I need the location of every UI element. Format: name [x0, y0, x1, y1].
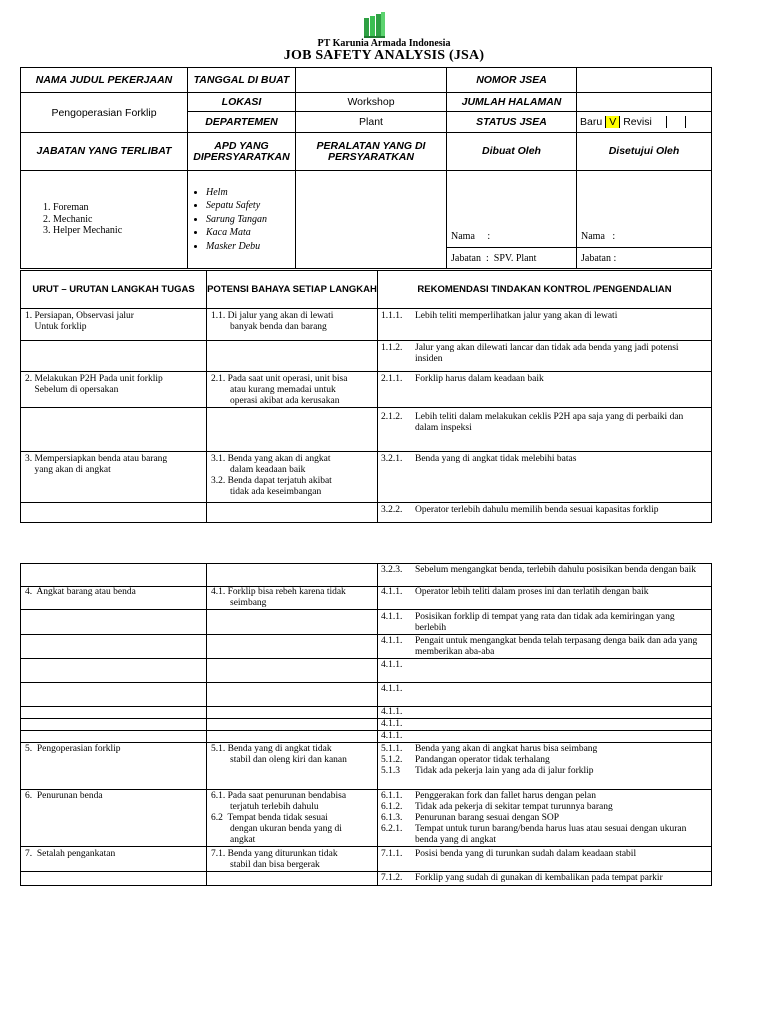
peralatan-label: PERALATAN YANG DI PERSYARATKAN: [296, 133, 447, 171]
rekomendasi-item: [378, 374, 711, 385]
rekomendasi-text: Tidak ada pekerja lain yang ada di jalur forklip: [415, 766, 594, 776]
rekomendasi-item: [378, 454, 711, 465]
rekomendasi-item: [378, 707, 711, 718]
jsa-info-table: [20, 67, 712, 269]
hazard-cell[interactable]: [207, 719, 378, 731]
rekomendasi-item: [378, 824, 711, 846]
step-row: [21, 372, 712, 408]
dibuat-oleh-label: Dibuat Oleh: [447, 133, 577, 171]
step-row: [21, 341, 712, 372]
step-row: [21, 564, 712, 587]
rekomendasi-number: 4.1.1.: [381, 587, 403, 597]
hazard-cell[interactable]: [207, 408, 378, 452]
hazard-cell[interactable]: [207, 610, 378, 635]
rekomendasi-text: Forklip yang sudah di gunakan di kembalikan pada tempat parkir: [415, 873, 663, 883]
step-row: [21, 309, 712, 341]
rekomendasi-header: REKOMENDASI TINDAKAN KONTROL /PENGENDALIAN: [378, 271, 712, 309]
rekomendasi-item: [378, 612, 711, 634]
step-cell[interactable]: 7. Setalah pengankatan: [21, 847, 207, 872]
hazard-cell[interactable]: [207, 731, 378, 743]
steps-table-part-1: [20, 270, 712, 523]
status-extra-box[interactable]: [686, 116, 711, 128]
status-jsea-label: STATUS JSEA: [447, 112, 577, 133]
hazard-cell[interactable]: 5.1. Benda yang di angkat tidak stabil dan oleng kiri dan kanan: [207, 743, 378, 790]
hazard-cell[interactable]: [207, 872, 378, 886]
rekomendasi-number: 4.1.1.: [381, 684, 403, 694]
step-row: [21, 707, 712, 719]
rekomendasi-number: 4.1.1.: [381, 660, 403, 670]
rekomendasi-item: [378, 766, 711, 777]
lokasi-value[interactable]: Workshop: [296, 93, 447, 112]
rekomendasi-item: [378, 873, 711, 884]
rekomendasi-text: [415, 684, 711, 695]
rekomendasi-number: 2.1.2.: [381, 412, 403, 422]
step-cell[interactable]: 3. Mempersiapkan benda atau barang yang akan di angkat: [21, 452, 207, 503]
rekomendasi-item: [378, 505, 711, 516]
rekomendasi-number: 5.1.2.: [381, 755, 403, 765]
status-check-mark[interactable]: V: [606, 116, 620, 128]
hazard-cell[interactable]: [207, 635, 378, 659]
step-cell[interactable]: [21, 719, 207, 731]
rekomendasi-cell[interactable]: [378, 790, 712, 847]
rekomendasi-number: 6.1.2.: [381, 802, 403, 812]
jabatan-item: 2. Mechanic: [53, 214, 187, 226]
rekomendasi-cell[interactable]: [378, 309, 712, 341]
rekomendasi-cell[interactable]: [378, 564, 712, 587]
rekomendasi-number: 1.1.1.: [381, 311, 403, 321]
rekomendasi-number: 5.1.1.: [381, 744, 403, 754]
rekomendasi-cell[interactable]: [378, 659, 712, 683]
rekomendasi-cell[interactable]: [378, 683, 712, 707]
rekomendasi-cell[interactable]: [378, 731, 712, 743]
company-name: PT Karunia Armada Indonesia: [317, 38, 451, 49]
rekomendasi-text: Penggerakan fork dan fallet harus dengan pelan: [415, 791, 596, 801]
rekomendasi-text: Penurunan barang sesuai dengan SOP: [415, 813, 560, 823]
step-cell[interactable]: [21, 659, 207, 683]
rekomendasi-number: 2.1.1.: [381, 374, 403, 384]
rekomendasi-item: [378, 813, 711, 824]
rekomendasi-item: [378, 731, 711, 742]
rekomendasi-item: [378, 755, 711, 766]
step-row: [21, 635, 712, 659]
rekomendasi-text: Benda yang di angkat tidak melebihi batas: [415, 454, 577, 464]
step-cell[interactable]: 1. Persiapan, Observasi jalur Untuk forklip: [21, 309, 207, 341]
step-row: [21, 683, 712, 707]
step-row: [21, 872, 712, 886]
dibuat-jabatan[interactable]: Jabatan : SPV. Plant: [447, 247, 576, 268]
step-cell[interactable]: [21, 872, 207, 886]
rekomendasi-item: [378, 311, 711, 322]
step-row: [21, 587, 712, 610]
company-logo: [364, 12, 386, 38]
rekomendasi-text: Posisi benda yang di turunkan sudah dalam keadaan stabil: [415, 849, 637, 859]
rekomendasi-text: Tempat untuk turun barang/benda harus luas atau sesuai dengan ukuran benda yang di angkat: [415, 824, 687, 845]
rekomendasi-number: 4.1.1.: [381, 612, 403, 622]
rekomendasi-item: [378, 565, 711, 576]
rekomendasi-text: Lebih teliti dalam melakukan ceklis P2H apa saja yang di perbaiki dan dalam inspeksi: [415, 412, 684, 433]
rekomendasi-item: [378, 744, 711, 755]
hazard-cell[interactable]: [207, 341, 378, 372]
jumlah-halaman-value[interactable]: [577, 93, 712, 112]
rekomendasi-number: 6.1.3.: [381, 813, 403, 823]
step-cell[interactable]: 6. Penurunan benda: [21, 790, 207, 847]
rekomendasi-number: 4.1.1.: [381, 636, 403, 646]
rekomendasi-cell[interactable]: [378, 847, 712, 872]
potensi-header: POTENSI BAHAYA SETIAP LANGKAH: [207, 271, 378, 309]
rekomendasi-item: [378, 636, 711, 658]
dibuat-nama[interactable]: Nama :: [451, 231, 491, 242]
rekomendasi-text: Operator terlebih dahulu memilih benda sesuai kapasitas forklip: [415, 505, 659, 515]
hazard-cell[interactable]: 1.1. Di jalur yang akan di lewati banyak benda dan barang: [207, 309, 378, 341]
rekomendasi-text: [415, 719, 711, 730]
step-row: [21, 743, 712, 790]
step-cell[interactable]: [21, 731, 207, 743]
step-row: [21, 790, 712, 847]
apd-list-cell: [188, 171, 296, 269]
jabatan-item: 3. Helper Mechanic: [53, 225, 187, 237]
jabatan-list-cell: [21, 171, 188, 269]
rekomendasi-number: 6.1.1.: [381, 791, 403, 801]
rekomendasi-cell[interactable]: [378, 587, 712, 610]
rekomendasi-cell[interactable]: [378, 743, 712, 790]
rekomendasi-text: [415, 731, 711, 742]
rekomendasi-cell[interactable]: [378, 707, 712, 719]
lokasi-label: LOKASI: [188, 93, 296, 112]
rekomendasi-text: Pandangan operator tidak terhalang: [415, 755, 550, 765]
rekomendasi-cell[interactable]: [378, 341, 712, 372]
departemen-value[interactable]: Plant: [296, 112, 447, 133]
rekomendasi-text: Benda yang akan di angkat harus bisa seimbang: [415, 744, 598, 754]
hazard-cell[interactable]: [207, 659, 378, 683]
nama-judul-value[interactable]: Pengoperasian Forklip: [21, 93, 188, 133]
rekomendasi-item: [378, 412, 711, 434]
rekomendasi-cell[interactable]: [378, 408, 712, 452]
rekomendasi-number: 3.2.1.: [381, 454, 403, 464]
step-row: [21, 408, 712, 452]
apd-label: APD YANG DIPERSYARATKAN: [188, 133, 296, 171]
step-cell[interactable]: [21, 610, 207, 635]
rekomendasi-text: Forklip harus dalam keadaan baik: [415, 374, 544, 384]
rekomendasi-text: Tidak ada pekerja di sekitar tempat turunnya barang: [415, 802, 613, 812]
rekomendasi-number: 3.2.3.: [381, 565, 403, 575]
document-title: JOB SAFETY ANALYSIS (JSA): [283, 48, 485, 63]
rekomendasi-text: Pengait untuk mengangkat benda telah terpasang denga baik dan ada yang memberikan aba-aba: [415, 636, 698, 657]
step-row: [21, 847, 712, 872]
urutan-header: URUT – URUTAN LANGKAH TUGAS: [21, 271, 207, 309]
rekomendasi-number: 3.2.2.: [381, 505, 403, 515]
rekomendasi-number: 7.1.1.: [381, 849, 403, 859]
step-cell[interactable]: [21, 341, 207, 372]
status-revisi-box[interactable]: [667, 116, 686, 128]
step-cell[interactable]: 5. Pengoperasian forklip: [21, 743, 207, 790]
status-jsea-field: [577, 112, 712, 133]
rekomendasi-text: [415, 660, 711, 671]
rekomendasi-text: Operator lebih teliti dalam proses ini dan terlatih dengan baik: [415, 587, 649, 597]
rekomendasi-text: Sebelum mengangkat benda, terlebih dahulu posisikan benda dengan baik: [415, 565, 696, 575]
step-cell[interactable]: [21, 503, 207, 523]
rekomendasi-cell[interactable]: [378, 452, 712, 503]
hazard-cell[interactable]: [207, 503, 378, 523]
apd-item: • Sepatu Safety: [206, 199, 295, 213]
step-row: [21, 731, 712, 743]
rekomendasi-item: [378, 684, 711, 695]
step-cell[interactable]: [21, 635, 207, 659]
step-row: [21, 503, 712, 523]
rekomendasi-cell[interactable]: [378, 872, 712, 886]
rekomendasi-number: 4.1.1.: [381, 719, 403, 729]
hazard-cell[interactable]: 2.1. Pada saat unit operasi, unit bisa atau kurang memadai untuk operasi akibat ada kerusakan: [207, 372, 378, 408]
apd-list: [188, 186, 295, 254]
nama-judul-label: NAMA JUDUL PEKERJAAN: [21, 68, 188, 93]
status-baru: Baru: [577, 116, 606, 128]
rekomendasi-number: 1.1.2.: [381, 343, 403, 353]
dibuat-oleh-cell: [447, 171, 577, 269]
steps-table-part-2: [20, 563, 712, 886]
step-cell[interactable]: 4. Angkat barang atau benda: [21, 587, 207, 610]
rekomendasi-item: [378, 587, 711, 598]
nomor-jsea-label: NOMOR JSEA: [447, 68, 577, 93]
apd-item: • Sarung Tangan: [206, 213, 295, 227]
hazard-cell[interactable]: [207, 707, 378, 719]
disetujui-oleh-label: Disetujui Oleh: [577, 133, 712, 171]
step-cell[interactable]: 2. Melakukan P2H Pada unit forklip Sebelum di opersakan: [21, 372, 207, 408]
apd-item: • Masker Debu: [206, 240, 295, 254]
rekomendasi-cell[interactable]: [378, 372, 712, 408]
rekomendasi-item: [378, 719, 711, 730]
rekomendasi-text: [415, 707, 711, 718]
jabatan-item: 1. Foreman: [53, 202, 187, 214]
hazard-cell[interactable]: 6.1. Pada saat penurunan bendabisa terjatuh terlebih dahulu 6.2 Tempat benda tidak sesuai dengan ukuran benda yang di angkat: [207, 790, 378, 847]
hazard-cell[interactable]: [207, 564, 378, 587]
tanggal-value[interactable]: [296, 68, 447, 93]
step-cell[interactable]: [21, 683, 207, 707]
disetujui-nama[interactable]: Nama :: [581, 231, 616, 242]
rekomendasi-item: [378, 343, 711, 365]
jabatan-list: [21, 202, 187, 237]
rekomendasi-number: 5.1.3: [381, 766, 400, 776]
disetujui-jabatan[interactable]: Jabatan :: [577, 247, 711, 268]
nomor-jsea-value[interactable]: [577, 68, 712, 93]
rekomendasi-number: 4.1.1.: [381, 731, 403, 741]
rekomendasi-number: 4.1.1.: [381, 707, 403, 717]
status-revisi: Revisi: [620, 116, 667, 128]
rekomendasi-item: [378, 849, 711, 860]
step-row: [21, 452, 712, 503]
rekomendasi-cell[interactable]: [378, 635, 712, 659]
rekomendasi-number: 7.1.2.: [381, 873, 403, 883]
rekomendasi-cell[interactable]: [378, 610, 712, 635]
rekomendasi-text: Lebih teliti memperlihatkan jalur yang akan di lewati: [415, 311, 618, 321]
step-cell[interactable]: [21, 707, 207, 719]
rekomendasi-cell[interactable]: [378, 503, 712, 523]
rekomendasi-item: [378, 660, 711, 671]
hazard-cell[interactable]: 3.1. Benda yang akan di angkat dalam keadaan baik 3.2. Benda dapat terjatuh akibat tidak ada keseimbangan: [207, 452, 378, 503]
departemen-label: DEPARTEMEN: [188, 112, 296, 133]
step-cell[interactable]: [21, 408, 207, 452]
tanggal-label: TANGGAL DI BUAT: [188, 68, 296, 93]
disetujui-oleh-cell: [577, 171, 712, 269]
peralatan-cell[interactable]: [296, 171, 447, 269]
rekomendasi-cell[interactable]: [378, 719, 712, 731]
hazard-cell[interactable]: 7.1. Benda yang diturunkan tidak stabil dan bisa bergerak: [207, 847, 378, 872]
hazard-cell[interactable]: 4.1. Forklip bisa rebeh karena tidak seimbang: [207, 587, 378, 610]
rekomendasi-item: [378, 802, 711, 813]
step-row: [21, 610, 712, 635]
jumlah-halaman-label: JUMLAH HALAMAN: [447, 93, 577, 112]
step-cell[interactable]: [21, 564, 207, 587]
hazard-cell[interactable]: [207, 683, 378, 707]
apd-item: • Helm: [206, 186, 295, 200]
rekomendasi-text: Posisikan forklip di tempat yang rata dan tidak ada kemiringan yang berlebih: [415, 612, 675, 633]
step-row: [21, 719, 712, 731]
apd-item: • Kaca Mata: [206, 226, 295, 240]
step-row: [21, 659, 712, 683]
rekomendasi-item: [378, 791, 711, 802]
jabatan-terlibat-label: JABATAN YANG TERLIBAT: [21, 133, 188, 171]
rekomendasi-text: Jalur yang akan dilewati lancar dan tidak ada benda yang jadi potensi insiden: [415, 343, 679, 364]
rekomendasi-number: 6.2.1.: [381, 824, 403, 834]
